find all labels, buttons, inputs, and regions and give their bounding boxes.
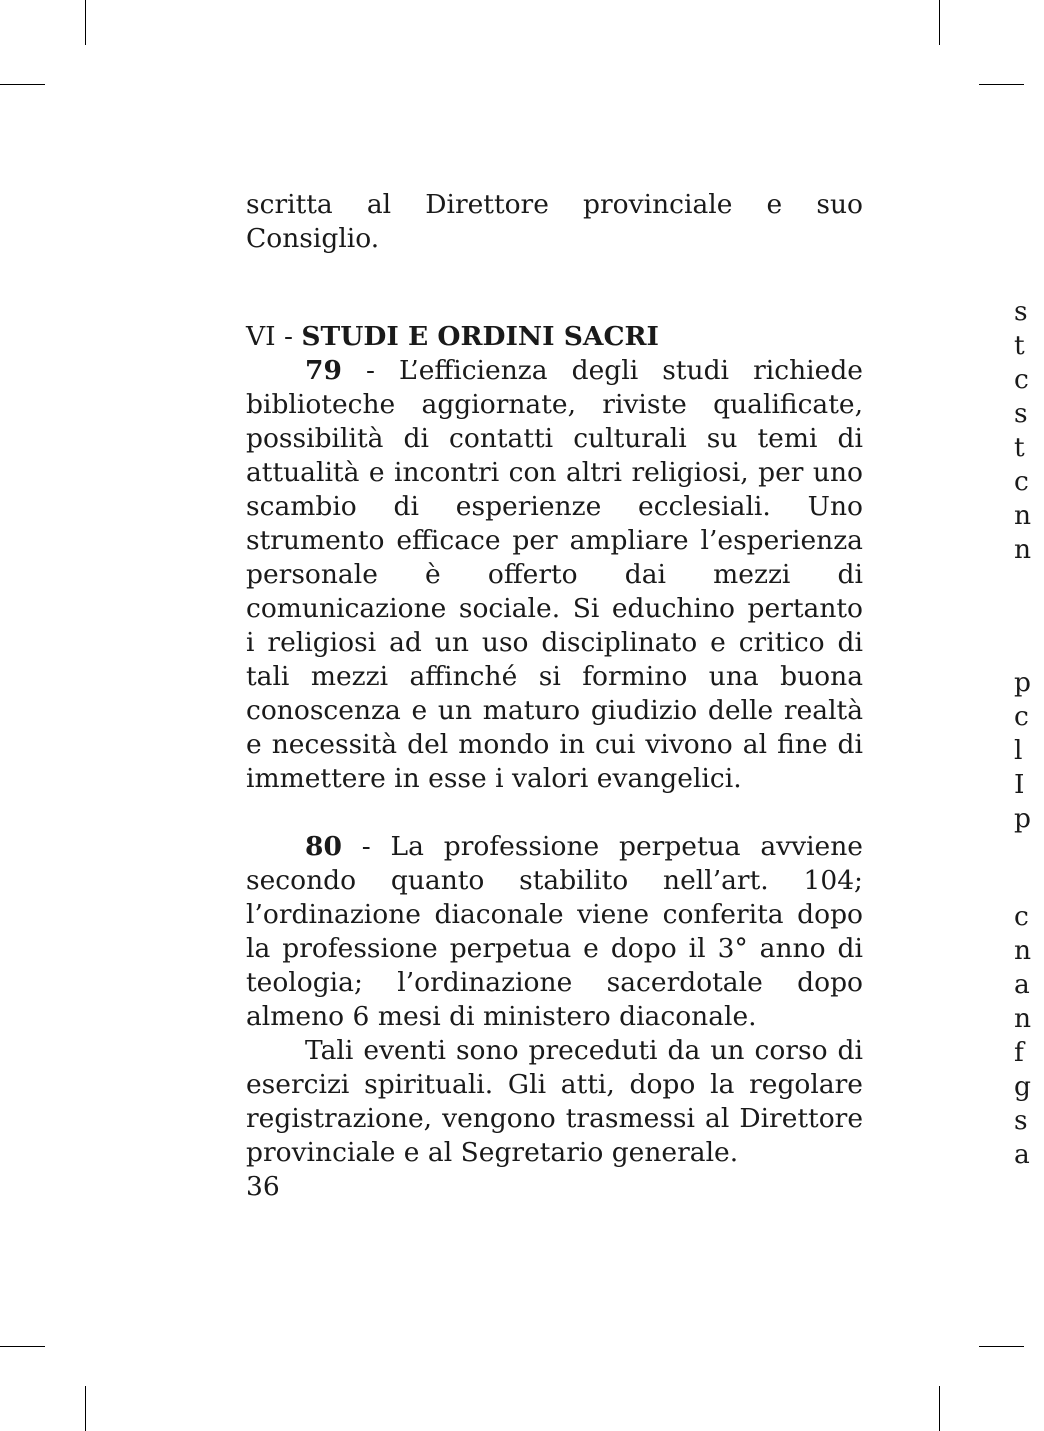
edge-letter: c bbox=[1014, 701, 1029, 732]
article-number: 80 bbox=[305, 831, 342, 862]
article-text: - L’efficienza degli studi richiede biblioteche aggiornate, riviste qualificate, possibilità di contatti culturali su temi di attualità e incontri con altri religiosi, per uno scambio di esperienze ecclesiali. Uno strumento efficace per ampliare l’esperienza personale è offerto dai mezzi di comunicazione sociale. Si educhino pertanto i religiosi ad un uso disciplinato e critico di tali mezzi affinché si formino una buona conoscenza e un maturo giudizio delle realtà e necessità del mondo in cui vivono al fine di immettere in esse i valori evangelici. bbox=[246, 355, 863, 794]
edge-letter: l bbox=[1014, 735, 1023, 766]
edge-letter: p bbox=[1014, 667, 1031, 698]
article-80-paragraph-2: Tali eventi sono preceduti da un corso di esercizi spirituali. Gli atti, dopo la regolare registrazione, vengono trasmessi al Direttore provinciale e al Segretario generale. bbox=[246, 1035, 863, 1168]
crop-mark-top-left bbox=[85, 0, 86, 45]
next-page-edge-group-1 bbox=[1014, 295, 1044, 567]
next-page-edge-group-3 bbox=[1014, 900, 1044, 1172]
edge-letter: a bbox=[1014, 1139, 1030, 1170]
crop-mark-right-top bbox=[979, 84, 1024, 85]
crop-mark-bottom-left bbox=[85, 1386, 86, 1431]
edge-letter: n bbox=[1014, 500, 1032, 531]
edge-letter: t bbox=[1014, 432, 1025, 463]
section-title: STUDI E ORDINI SACRI bbox=[301, 321, 659, 352]
article-text: - La professione perpetua avviene secondo quanto stabilito nell’art. 104; l’ordinazione diaconale viene conferita dopo la professione perpetua e dopo il 3° anno di teologia; l’ordinazione sacerdotale dopo almeno 6 mesi di ministero diaconale. bbox=[246, 831, 863, 1032]
crop-mark-left-top bbox=[0, 84, 45, 85]
crop-mark-bottom-right bbox=[939, 1386, 940, 1431]
edge-letter: f bbox=[1014, 1037, 1024, 1068]
next-page-edge-group-2 bbox=[1014, 666, 1044, 836]
page-number: 36 bbox=[246, 1171, 280, 1202]
edge-letter: s bbox=[1014, 398, 1028, 429]
edge-letter: s bbox=[1014, 1105, 1028, 1136]
edge-letter: n bbox=[1014, 935, 1032, 966]
article-number: 79 bbox=[305, 355, 342, 386]
crop-mark-top-right bbox=[939, 0, 940, 45]
continuation-paragraph: scritta al Direttore provinciale e suo Consiglio. bbox=[246, 189, 863, 254]
edge-letter: p bbox=[1014, 803, 1031, 834]
article-80 bbox=[246, 830, 863, 1034]
edge-letter: c bbox=[1014, 466, 1029, 497]
article-79 bbox=[246, 354, 863, 796]
section-label: VI - bbox=[246, 321, 302, 352]
edge-letter: c bbox=[1014, 901, 1029, 932]
edge-letter: t bbox=[1014, 330, 1025, 361]
crop-mark-left-bottom bbox=[0, 1346, 45, 1347]
page-body bbox=[246, 188, 863, 1204]
edge-letter: n bbox=[1014, 534, 1032, 565]
edge-letter: n bbox=[1014, 1003, 1032, 1034]
edge-letter: s bbox=[1014, 296, 1028, 327]
edge-letter: I bbox=[1014, 769, 1025, 800]
section-heading bbox=[246, 320, 863, 354]
edge-letter: c bbox=[1014, 364, 1029, 395]
edge-letter: g bbox=[1014, 1071, 1031, 1102]
crop-mark-right-bottom bbox=[979, 1346, 1024, 1347]
edge-letter: a bbox=[1014, 969, 1030, 1000]
